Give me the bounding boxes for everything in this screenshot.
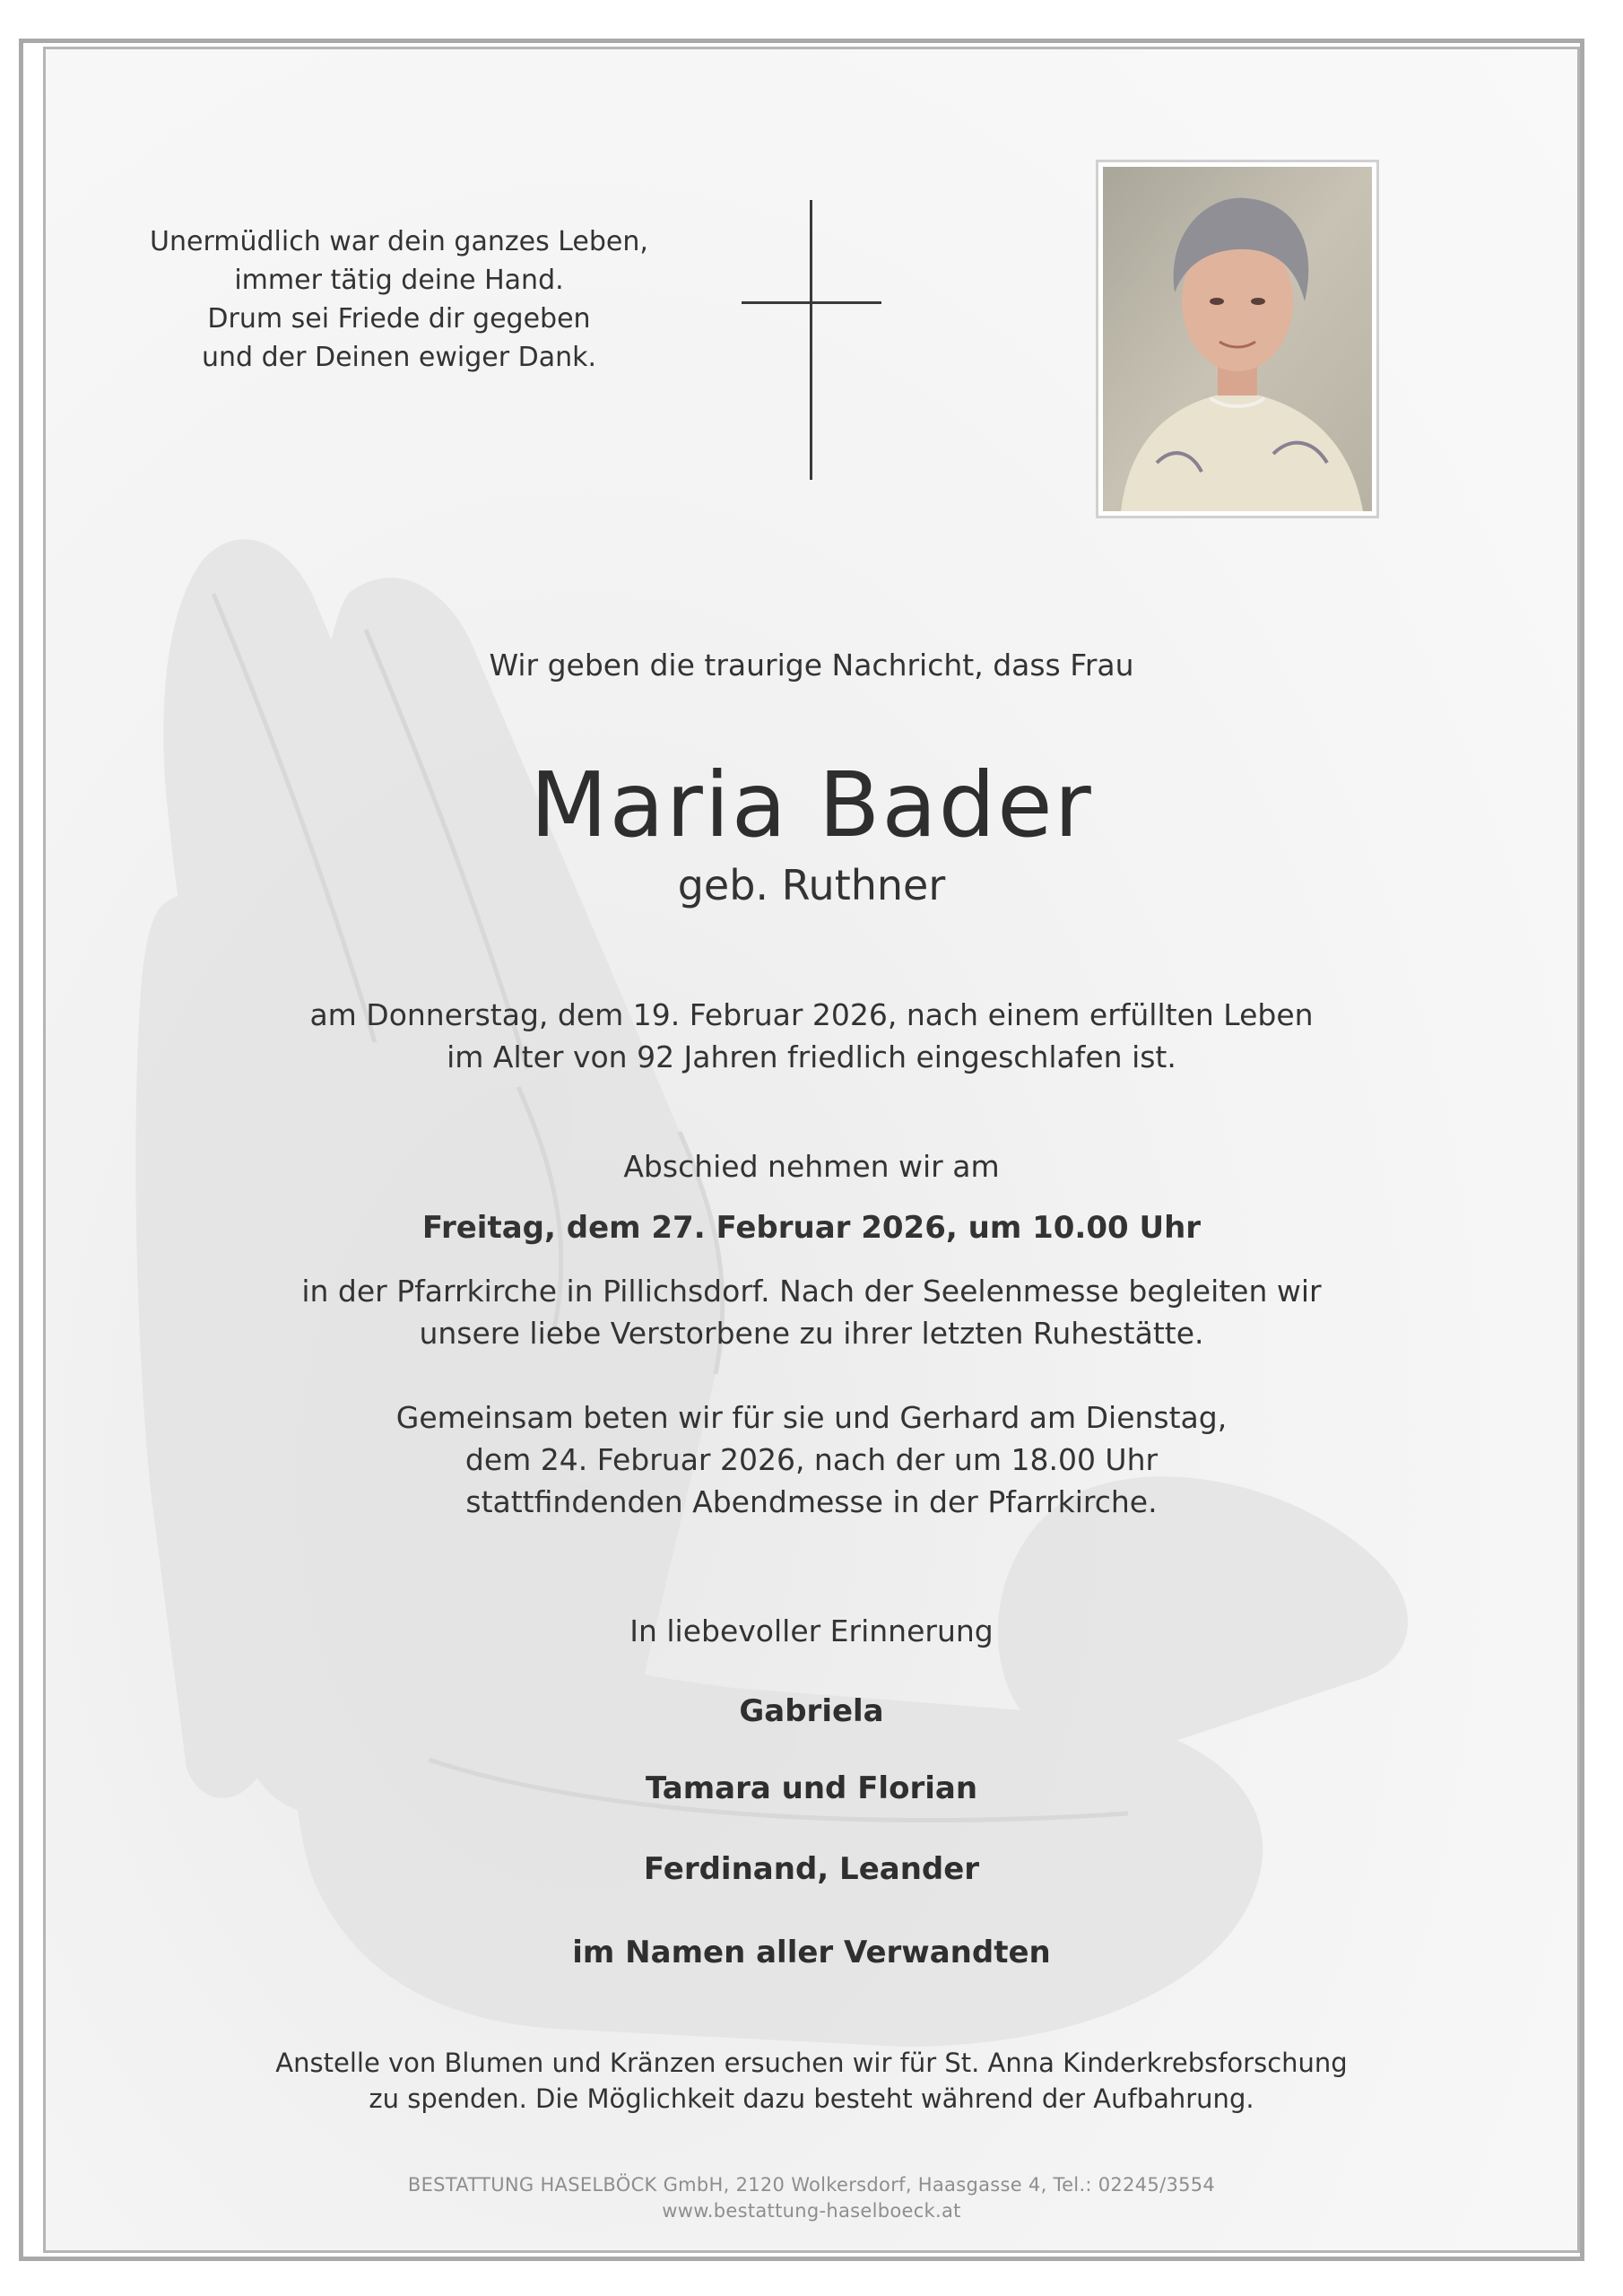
family-member: Ferdinand, Leander [643,1851,980,1887]
prayer-notice-line: Gemeinsam beten wir für sie und Gerhard am Dienstag, [395,1400,1228,1435]
death-notice [0,994,1623,1078]
farewell-location-line: in der Pfarrkirche in Pillichsdorf. Nach der Seelenmesse begleiten wir [301,1274,1322,1309]
prayer-notice-line: stattfindenden Abendmesse in der Pfarrkirche. [465,1484,1158,1519]
farewell-location [0,1270,1623,1354]
death-notice-line: im Alter von 92 Jahren friedlich eingeschlafen ist. [447,1039,1176,1074]
cross-icon [810,200,812,480]
memory-intro: In liebevoller Erinnerung [629,1613,994,1648]
donation-note [0,2045,1623,2117]
donation-note-line: Anstelle von Blumen und Kränzen ersuchen wir für St. Anna Kinderkrebsforschung [275,2048,1348,2078]
prayer-notice-line: dem 24. Februar 2026, nach der um 18.00 Uhr [464,1442,1159,1477]
maiden-name: geb. Ruthner [677,861,946,909]
poem-line: immer tätig deine Hand. [234,265,564,296]
deceased-name: Maria Bader [530,752,1093,857]
poem-line: Drum sei Friede dir gegeben [207,303,591,335]
family-member: Gabriela [739,1693,884,1729]
poem-line: und der Deinen ewiger Dank. [202,342,596,373]
footer-website: www.bestattung-haselboeck.at [662,2200,961,2222]
portrait-photo [1103,167,1372,511]
donation-note-line: zu spenden. Die Möglichkeit dazu besteht während der Aufbahrung. [369,2083,1254,2114]
intro-text: Wir geben die traurige Nachricht, dass Frau [489,648,1134,683]
portrait-frame [1096,160,1379,518]
cross-icon-crossbar [742,301,881,304]
family-member: im Namen aller Verwandten [572,1935,1051,1970]
footer [0,2172,1623,2224]
farewell-location-line: unsere liebe Verstorbene zu ihrer letzten Ruhestätte. [419,1316,1204,1351]
farewell-datetime: Freitag, dem 27. Februar 2026, um 10.00 Uhr [421,1210,1202,1246]
poem-line: Unermüdlich war dein ganzes Leben, [150,226,648,257]
death-notice-line: am Donnerstag, dem 19. Februar 2026, nach einem erfüllten Leben [309,997,1314,1032]
family-member: Tamara und Florian [645,1770,978,1806]
footer-company: BESTATTUNG HASELBÖCK GmbH, 2120 Wolkersdorf, Haasgasse 4, Tel.: 02245/3554 [407,2174,1216,2196]
prayer-notice [0,1396,1623,1523]
poem [117,222,681,377]
farewell-intro: Abschied nehmen wir am [623,1149,1000,1184]
